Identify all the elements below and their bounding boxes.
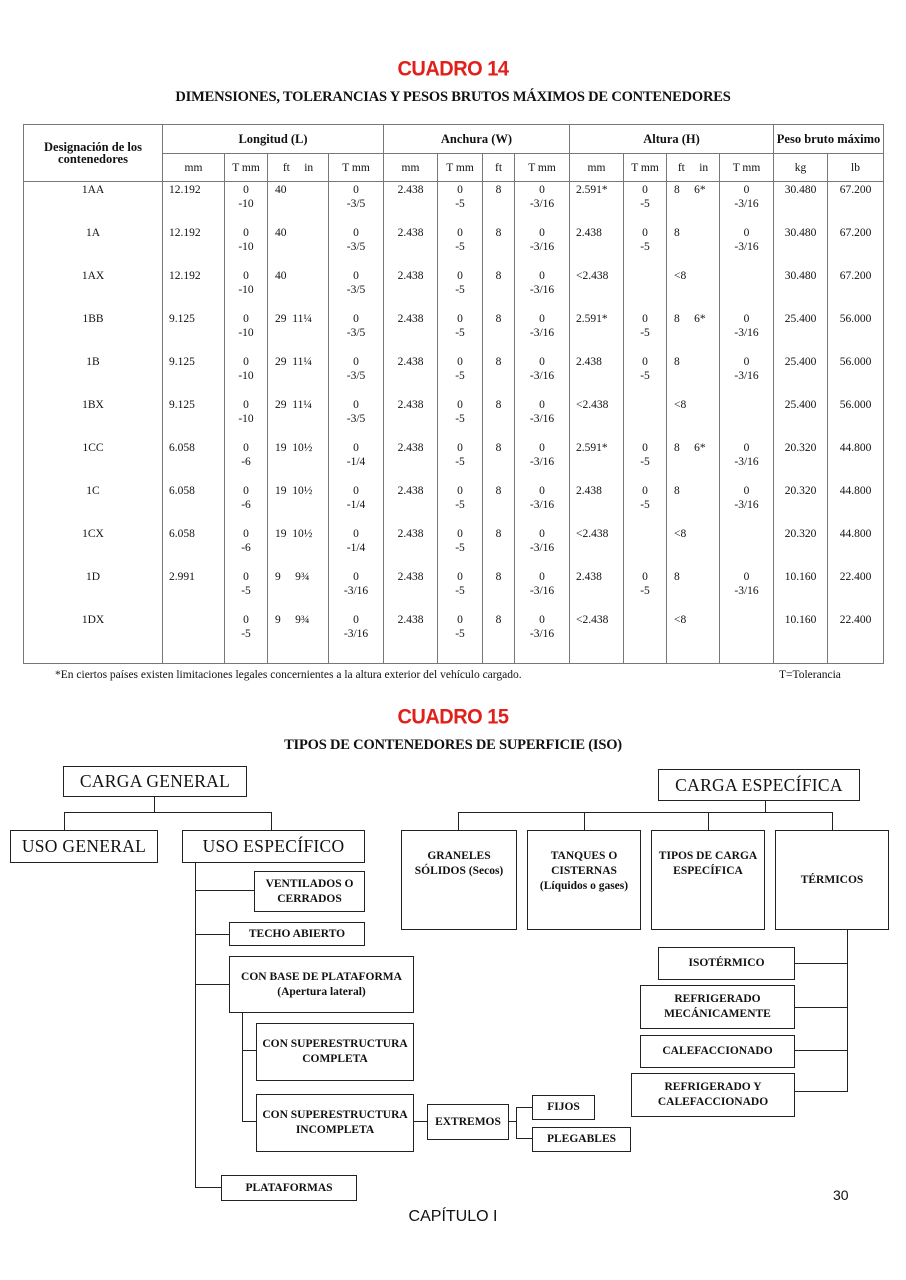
cell-lb: 56.000 xyxy=(828,312,884,355)
cell-kg: 30.480 xyxy=(774,269,828,312)
header-longitud: Longitud (L) xyxy=(163,125,384,154)
cell-kg: 10.160 xyxy=(774,570,828,613)
cuadro14-subtitle: DIMENSIONES, TOLERANCIAS Y PESOS BRUTOS MÁXIMOS DE CONTENEDORES xyxy=(175,89,731,105)
cell-l-tmm: 0 -1/4 xyxy=(329,441,384,484)
cell-h-tmm: 0 -3/16 xyxy=(720,570,774,613)
header-anchura: Anchura (W) xyxy=(384,125,570,154)
cell-w-ft: 8 xyxy=(483,613,515,664)
header-kg: kg xyxy=(774,154,828,182)
cell-h-tmm: 0 -3/16 xyxy=(720,182,774,227)
cell-w-ft: 8 xyxy=(483,441,515,484)
cell-h-t: 0 -5 xyxy=(624,182,667,227)
cell-h-mm: 2.591* xyxy=(570,182,624,227)
cell-l-t: 0 -10 xyxy=(225,226,268,269)
container-dimensions-table xyxy=(23,124,884,664)
cell-h-t xyxy=(624,398,667,441)
cell-l-ftin: 29 11¼ xyxy=(268,355,329,398)
table-row xyxy=(24,226,884,269)
cell-h-t: 0 -5 xyxy=(624,355,667,398)
cell-lb: 22.400 xyxy=(828,570,884,613)
header-h-t: T mm xyxy=(624,154,667,182)
cell-kg: 25.400 xyxy=(774,312,828,355)
cell-l-tmm: 0 -3/16 xyxy=(329,613,384,664)
cell-h-tmm xyxy=(720,269,774,312)
cell-h-t xyxy=(624,527,667,570)
cell-h-t: 0 -5 xyxy=(624,570,667,613)
cell-h-ftin: 8 xyxy=(667,484,720,527)
cell-kg: 30.480 xyxy=(774,226,828,269)
cell-w-t: 0 -5 xyxy=(438,182,483,227)
cell-w-tmm: 0 -3/16 xyxy=(515,570,570,613)
cell-des: 1AA xyxy=(24,182,163,227)
cell-h-ftin: 8 xyxy=(667,570,720,613)
cell-h-ftin: 8 6* xyxy=(667,312,720,355)
plataformas-box: PLATAFORMAS xyxy=(221,1175,357,1201)
cell-h-ftin: 8 xyxy=(667,355,720,398)
cell-lb: 44.800 xyxy=(828,484,884,527)
cell-w-tmm: 0 -3/16 xyxy=(515,441,570,484)
header-altura: Altura (H) xyxy=(570,125,774,154)
cell-w-tmm: 0 -3/16 xyxy=(515,355,570,398)
table-row xyxy=(24,355,884,398)
cell-kg: 20.320 xyxy=(774,441,828,484)
cell-l-t: 0 -10 xyxy=(225,269,268,312)
techo-abierto-box: TECHO ABIERTO xyxy=(229,922,365,946)
cell-l-tmm: 0 -3/5 xyxy=(329,398,384,441)
cell-w-ft: 8 xyxy=(483,182,515,227)
cell-l-t: 0 -6 xyxy=(225,484,268,527)
cell-l-tmm: 0 -1/4 xyxy=(329,484,384,527)
cell-h-tmm: 0 -3/16 xyxy=(720,484,774,527)
cell-l-tmm: 0 -3/5 xyxy=(329,355,384,398)
cell-h-ftin: 8 6* xyxy=(667,182,720,227)
header-w-t: T mm xyxy=(438,154,483,182)
cell-w-t: 0 -5 xyxy=(438,527,483,570)
cell-l-mm: 9.125 xyxy=(163,355,225,398)
cell-h-mm: 2.438 xyxy=(570,226,624,269)
cell-des: 1BX xyxy=(24,398,163,441)
cell-des: 1BB xyxy=(24,312,163,355)
header-lb: lb xyxy=(828,154,884,182)
base-plataforma-box: CON BASE DE PLATAFORMA (Apertura lateral) xyxy=(229,956,414,1013)
header-w-ft: ft xyxy=(483,154,515,182)
table-row xyxy=(24,312,884,355)
cell-w-tmm: 0 -3/16 xyxy=(515,312,570,355)
tolerance-note: T=Tolerancia xyxy=(779,669,841,681)
cell-l-mm: 12.192 xyxy=(163,226,225,269)
cell-h-t: 0 -5 xyxy=(624,441,667,484)
cell-l-mm: 12.192 xyxy=(163,269,225,312)
cell-lb: 56.000 xyxy=(828,355,884,398)
page-number: 30 xyxy=(833,1187,849,1203)
uso-especifico-box: USO ESPECÍFICO xyxy=(182,830,365,863)
cell-l-tmm: 0 -3/5 xyxy=(329,226,384,269)
cell-h-t: 0 -5 xyxy=(624,226,667,269)
cell-l-tmm: 0 -3/5 xyxy=(329,312,384,355)
header-peso: Peso bruto máximo xyxy=(774,125,884,154)
table-footnote: *En ciertos países existen limitaciones legales concernientes a la altura exterior del vehículo cargado. xyxy=(55,669,522,681)
cell-h-mm: 2.438 xyxy=(570,355,624,398)
cell-l-tmm: 0 -3/5 xyxy=(329,269,384,312)
header-h-ftin: ft in xyxy=(667,154,720,182)
refrigerado-mecanicamente-box: REFRIGERADO MECÁNICAMENTE xyxy=(640,985,795,1029)
cuadro15-title: CUADRO 15 xyxy=(397,705,509,729)
cell-des: 1DX xyxy=(24,613,163,664)
cell-h-ftin: 8 xyxy=(667,226,720,269)
table-row xyxy=(24,398,884,441)
cell-w-tmm: 0 -3/16 xyxy=(515,269,570,312)
cell-w-t: 0 -5 xyxy=(438,441,483,484)
cell-l-mm: 2.991 xyxy=(163,570,225,613)
fijos-box: FIJOS xyxy=(532,1095,595,1120)
tanques-box: TANQUES O CISTERNAS (Líquidos o gases) xyxy=(527,830,641,930)
cuadro15-subtitle: TIPOS DE CONTENEDORES DE SUPERFICIE (ISO) xyxy=(284,737,622,753)
table-row xyxy=(24,613,884,664)
cell-w-tmm: 0 -3/16 xyxy=(515,398,570,441)
cell-w-ft: 8 xyxy=(483,398,515,441)
cell-kg: 25.400 xyxy=(774,398,828,441)
termicos-box: TÉRMICOS xyxy=(775,830,889,930)
cell-kg: 30.480 xyxy=(774,182,828,227)
cell-l-t: 0 -10 xyxy=(225,312,268,355)
cell-lb: 67.200 xyxy=(828,226,884,269)
cell-l-ftin: 29 11¼ xyxy=(268,398,329,441)
cell-lb: 67.200 xyxy=(828,182,884,227)
cell-w-t: 0 -5 xyxy=(438,613,483,664)
cell-h-ftin: 8 6* xyxy=(667,441,720,484)
cell-w-mm: 2.438 xyxy=(384,226,438,269)
cell-h-t xyxy=(624,613,667,664)
cell-w-t: 0 -5 xyxy=(438,570,483,613)
header-designacion: Designación de los contenedores xyxy=(24,125,163,182)
cell-h-mm: <2.438 xyxy=(570,613,624,664)
cell-l-mm: 9.125 xyxy=(163,312,225,355)
cell-w-ft: 8 xyxy=(483,527,515,570)
cell-w-ft: 8 xyxy=(483,269,515,312)
cell-h-ftin: <8 xyxy=(667,269,720,312)
cell-h-tmm xyxy=(720,398,774,441)
ventilados-box: VENTILADOS O CERRADOS xyxy=(254,871,365,912)
cell-des: 1AX xyxy=(24,269,163,312)
cell-h-ftin: <8 xyxy=(667,613,720,664)
cell-lb: 56.000 xyxy=(828,398,884,441)
isotermico-box: ISOTÉRMICO xyxy=(658,947,795,980)
cell-w-mm: 2.438 xyxy=(384,269,438,312)
refrigerado-calefaccionado-box: REFRIGERADO Y CALEFACCIONADO xyxy=(631,1073,795,1117)
cell-w-t: 0 -5 xyxy=(438,484,483,527)
cell-lb: 22.400 xyxy=(828,613,884,664)
cell-l-mm: 6.058 xyxy=(163,441,225,484)
chapter-label: CAPÍTULO I xyxy=(408,1208,498,1225)
cell-l-mm: 12.192 xyxy=(163,182,225,227)
superestructura-completa-box: CON SUPERESTRUCTURA COMPLETA xyxy=(256,1023,414,1081)
table-row xyxy=(24,441,884,484)
cell-h-tmm: 0 -3/16 xyxy=(720,312,774,355)
extremos-box: EXTREMOS xyxy=(427,1104,509,1140)
cell-w-ft: 8 xyxy=(483,484,515,527)
cell-h-tmm: 0 -3/16 xyxy=(720,441,774,484)
cell-h-mm: 2.438 xyxy=(570,570,624,613)
carga-especifica-box: CARGA ESPECÍFICA xyxy=(658,769,860,801)
cell-l-mm: 6.058 xyxy=(163,484,225,527)
cell-h-t: 0 -5 xyxy=(624,312,667,355)
cell-des: 1CC xyxy=(24,441,163,484)
cell-l-tmm: 0 -1/4 xyxy=(329,527,384,570)
cell-kg: 10.160 xyxy=(774,613,828,664)
cell-l-t: 0 -10 xyxy=(225,355,268,398)
cell-w-mm: 2.438 xyxy=(384,570,438,613)
cell-l-mm: 6.058 xyxy=(163,527,225,570)
cell-l-t: 0 -6 xyxy=(225,441,268,484)
cell-l-tmm: 0 -3/16 xyxy=(329,570,384,613)
tipos-carga-box: TIPOS DE CARGA ESPECÍFICA xyxy=(651,830,765,930)
superestructura-incompleta-box: CON SUPERESTRUCTURA INCOMPLETA xyxy=(256,1094,414,1152)
cell-lb: 67.200 xyxy=(828,269,884,312)
cell-w-ft: 8 xyxy=(483,355,515,398)
cell-w-mm: 2.438 xyxy=(384,312,438,355)
cell-l-mm: 9.125 xyxy=(163,398,225,441)
table-row xyxy=(24,527,884,570)
cell-l-t: 0 -5 xyxy=(225,613,268,664)
cuadro14-title: CUADRO 14 xyxy=(397,57,509,81)
cell-w-tmm: 0 -3/16 xyxy=(515,226,570,269)
header-l-mm: mm xyxy=(163,154,225,182)
cell-kg: 20.320 xyxy=(774,527,828,570)
cell-l-t: 0 -10 xyxy=(225,182,268,227)
header-l-tmm: T mm xyxy=(329,154,384,182)
header-l-t: T mm xyxy=(225,154,268,182)
cell-l-ftin: 19 10½ xyxy=(268,441,329,484)
cell-l-t: 0 -6 xyxy=(225,527,268,570)
cell-w-tmm: 0 -3/16 xyxy=(515,182,570,227)
cell-w-mm: 2.438 xyxy=(384,613,438,664)
cell-des: 1B xyxy=(24,355,163,398)
cell-h-mm: 2.591* xyxy=(570,441,624,484)
cell-w-t: 0 -5 xyxy=(438,398,483,441)
cell-h-ftin: <8 xyxy=(667,527,720,570)
cell-l-t: 0 -5 xyxy=(225,570,268,613)
cell-w-t: 0 -5 xyxy=(438,355,483,398)
cell-des: 1C xyxy=(24,484,163,527)
cell-des: 1D xyxy=(24,570,163,613)
calefaccionado-box: CALEFACCIONADO xyxy=(640,1035,795,1068)
cell-h-tmm: 0 -3/16 xyxy=(720,355,774,398)
cell-w-ft: 8 xyxy=(483,570,515,613)
cell-w-mm: 2.438 xyxy=(384,182,438,227)
cell-h-ftin: <8 xyxy=(667,398,720,441)
carga-general-box: CARGA GENERAL xyxy=(63,766,247,797)
cell-l-t: 0 -10 xyxy=(225,398,268,441)
cell-w-tmm: 0 -3/16 xyxy=(515,527,570,570)
cell-w-ft: 8 xyxy=(483,312,515,355)
cell-des: 1CX xyxy=(24,527,163,570)
header-w-tmm: T mm xyxy=(515,154,570,182)
cell-h-tmm xyxy=(720,527,774,570)
cell-w-mm: 2.438 xyxy=(384,527,438,570)
cell-h-tmm xyxy=(720,613,774,664)
cell-l-mm xyxy=(163,613,225,664)
cell-h-mm: <2.438 xyxy=(570,269,624,312)
cell-w-mm: 2.438 xyxy=(384,355,438,398)
cell-w-mm: 2.438 xyxy=(384,484,438,527)
cell-w-ft: 8 xyxy=(483,226,515,269)
cell-h-mm: <2.438 xyxy=(570,527,624,570)
header-w-mm: mm xyxy=(384,154,438,182)
table-row xyxy=(24,570,884,613)
cell-l-ftin: 19 10½ xyxy=(268,527,329,570)
plegables-box: PLEGABLES xyxy=(532,1127,631,1152)
cell-h-tmm: 0 -3/16 xyxy=(720,226,774,269)
cell-l-tmm: 0 -3/5 xyxy=(329,182,384,227)
header-l-ftin: ft in xyxy=(268,154,329,182)
cell-lb: 44.800 xyxy=(828,527,884,570)
cell-h-mm: 2.591* xyxy=(570,312,624,355)
cell-des: 1A xyxy=(24,226,163,269)
cell-kg: 25.400 xyxy=(774,355,828,398)
cell-l-ftin: 40 xyxy=(268,226,329,269)
cell-h-t xyxy=(624,269,667,312)
graneles-box: GRANELES SÓLIDOS (Secos) xyxy=(401,830,517,930)
cell-w-mm: 2.438 xyxy=(384,441,438,484)
cell-w-t: 0 -5 xyxy=(438,312,483,355)
cell-w-tmm: 0 -3/16 xyxy=(515,613,570,664)
cell-l-ftin: 19 10½ xyxy=(268,484,329,527)
cell-h-mm: <2.438 xyxy=(570,398,624,441)
cell-w-t: 0 -5 xyxy=(438,269,483,312)
cell-l-ftin: 40 xyxy=(268,182,329,227)
cell-l-ftin: 29 11¼ xyxy=(268,312,329,355)
cell-w-tmm: 0 -3/16 xyxy=(515,484,570,527)
cell-l-ftin: 9 9¾ xyxy=(268,570,329,613)
cell-l-ftin: 40 xyxy=(268,269,329,312)
table-row xyxy=(24,269,884,312)
cell-w-mm: 2.438 xyxy=(384,398,438,441)
uso-general-box: USO GENERAL xyxy=(10,830,158,863)
cell-lb: 44.800 xyxy=(828,441,884,484)
header-h-mm: mm xyxy=(570,154,624,182)
cell-h-t: 0 -5 xyxy=(624,484,667,527)
header-h-tmm: T mm xyxy=(720,154,774,182)
cell-w-t: 0 -5 xyxy=(438,226,483,269)
table-row xyxy=(24,484,884,527)
cell-h-mm: 2.438 xyxy=(570,484,624,527)
cell-l-ftin: 9 9¾ xyxy=(268,613,329,664)
table-row xyxy=(24,182,884,227)
cell-kg: 20.320 xyxy=(774,484,828,527)
